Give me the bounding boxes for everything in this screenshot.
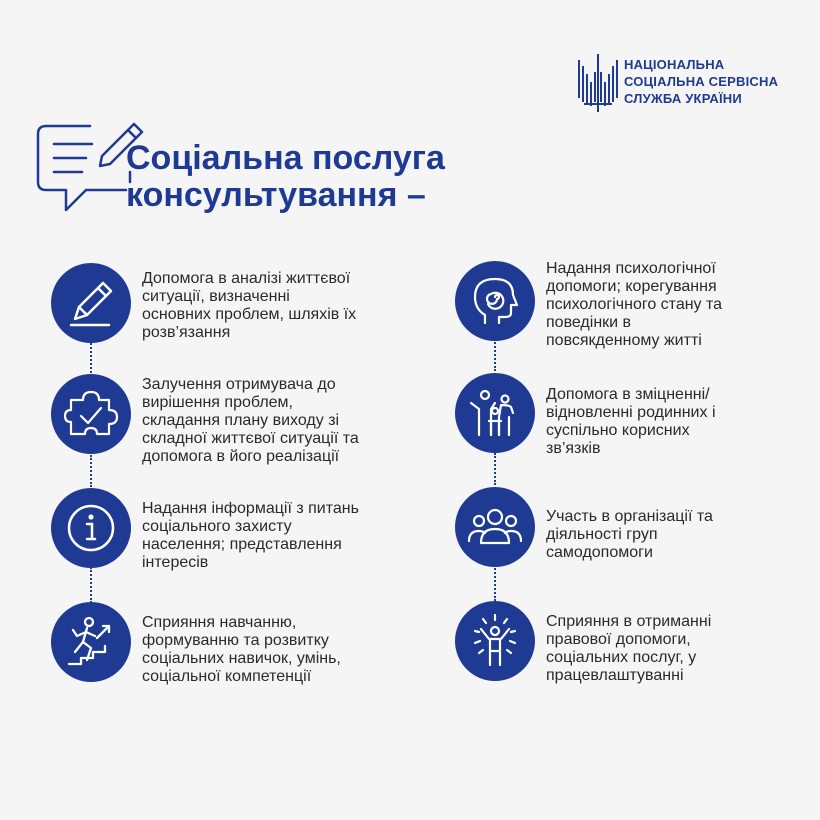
logo-line: НАЦІОНАЛЬНА: [624, 57, 725, 72]
page-title: [126, 140, 445, 214]
item-line: психологічного стану та: [546, 296, 723, 313]
running-growth-icon: [51, 602, 131, 682]
list-item: [546, 386, 716, 458]
item-line: поведінки в: [546, 314, 632, 331]
head-spiral-icon: [455, 261, 535, 341]
logo-line: СОЦІАЛЬНА СЕРВІСНА: [624, 74, 779, 89]
item-line: допомоги; корегування: [546, 278, 717, 295]
trident-emblem-icon: [576, 52, 620, 114]
logo: [576, 50, 796, 114]
pencil-icon: [51, 263, 131, 343]
item-line: основних проблем, шляхів їх: [142, 306, 357, 323]
item-line: соціальної компетенції: [142, 668, 312, 685]
item-line: складної життєвої ситуації та: [142, 430, 359, 447]
item-line: соціальних навичок, умінь,: [142, 650, 341, 667]
list-item: [546, 260, 722, 350]
item-line: Допомога в аналізі життєвої: [142, 270, 351, 287]
item-line: Участь в організації та: [546, 508, 713, 525]
connector-line: [90, 343, 92, 373]
list-item: [142, 376, 359, 466]
list-item: [142, 500, 359, 572]
item-line: інтересів: [142, 554, 209, 571]
item-line: повсякденному житті: [546, 332, 702, 349]
list-item: [546, 508, 713, 562]
item-line: правової допомоги,: [546, 631, 691, 648]
item-line: ситуації, визначенні: [142, 288, 290, 305]
item-line: допомога в його реалізації: [142, 448, 340, 465]
item-line: населення; представлення: [142, 536, 342, 553]
connector-line: [494, 565, 496, 601]
item-line: складання плану виходу зі: [142, 412, 340, 429]
item-line: Залучення отримувача до: [142, 376, 336, 393]
list-item: [546, 613, 711, 685]
item-line: Надання інформації з питань: [142, 500, 359, 517]
connector-line: [494, 453, 496, 485]
logo-text: [624, 56, 778, 107]
connector-line: [90, 567, 92, 603]
connector-line: [494, 339, 496, 371]
item-line: суспільно корисних: [546, 422, 690, 439]
item-line: соціальних послуг, у: [546, 649, 697, 666]
group-icon: [455, 487, 535, 567]
item-line: діяльності груп: [546, 526, 658, 543]
item-line: Сприяння навчанню,: [142, 614, 297, 631]
title-line: Соціальна послуга: [126, 139, 445, 177]
title-line: консультування –: [126, 176, 426, 214]
item-line: самодопомоги: [546, 544, 653, 561]
item-line: формуванню та розвитку: [142, 632, 329, 649]
list-item: [142, 270, 356, 342]
item-line: працевлаштуванні: [546, 667, 684, 684]
logo-line: СЛУЖБА УКРАЇНИ: [624, 91, 742, 106]
item-line: зв’язків: [546, 440, 601, 457]
item-line: соціального захисту: [142, 518, 292, 535]
item-line: вирішення проблем,: [142, 394, 293, 411]
item-line: Надання психологічної: [546, 260, 716, 277]
item-line: Сприяння в отриманні: [546, 613, 712, 630]
puzzle-check-icon: [51, 374, 131, 454]
item-line: Допомога в зміцненні/: [546, 386, 710, 403]
item-line: відновленні родинних і: [546, 404, 716, 421]
item-line: розв’язання: [142, 324, 231, 341]
family-icon: [455, 373, 535, 453]
list-item: [142, 614, 341, 686]
person-radiating-icon: [455, 601, 535, 681]
info-icon: [51, 488, 131, 568]
connector-line: [90, 455, 92, 487]
